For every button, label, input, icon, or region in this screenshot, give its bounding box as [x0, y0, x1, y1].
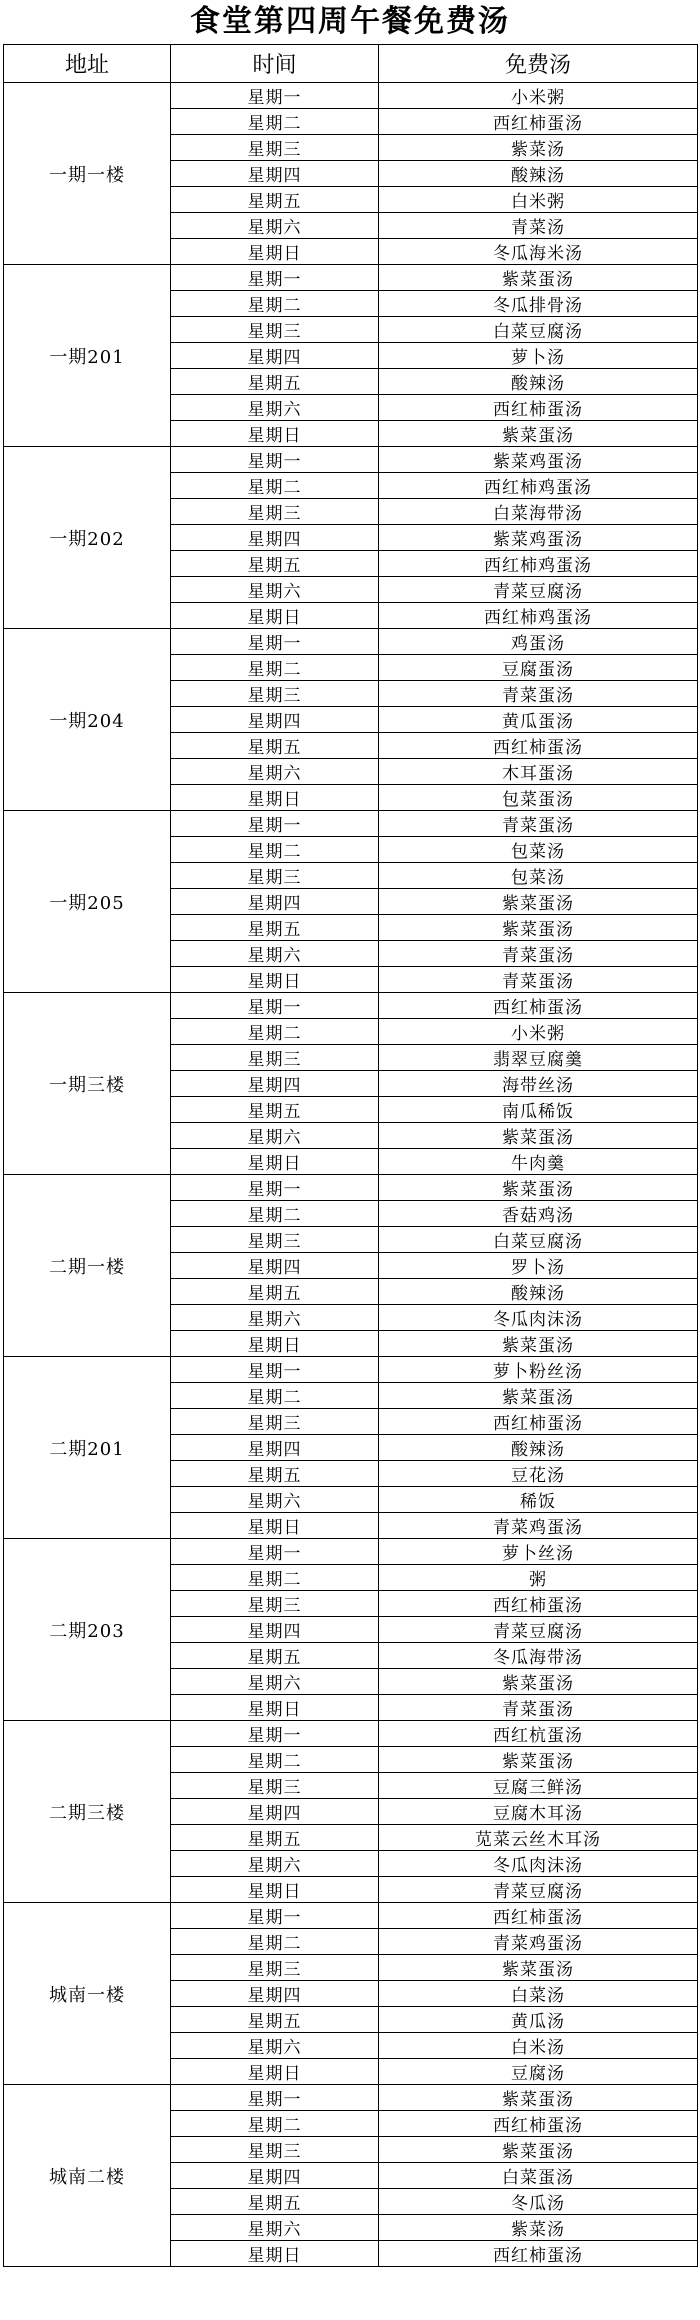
soup-cell: 青菜蛋汤 — [379, 681, 698, 707]
location-cell: 二期一楼 — [4, 1175, 171, 1357]
location-cell: 二期201 — [4, 1357, 171, 1539]
page-title: 食堂第四周午餐免费汤 — [190, 4, 510, 39]
soup-cell: 青菜豆腐汤 — [379, 577, 698, 603]
soup-cell: 紫菜蛋汤 — [379, 265, 698, 291]
soup-cell: 青菜蛋汤 — [379, 967, 698, 993]
header-day: 时间 — [171, 45, 379, 83]
soup-cell: 白菜豆腐汤 — [379, 1227, 698, 1253]
day-cell: 星期六 — [171, 395, 379, 421]
soup-cell: 白米粥 — [379, 187, 698, 213]
day-cell: 星期日 — [171, 1149, 379, 1175]
soup-cell: 冬瓜海带汤 — [379, 1643, 698, 1669]
soup-cell: 青菜鸡蛋汤 — [379, 1513, 698, 1539]
soup-cell: 冬瓜汤 — [379, 2189, 698, 2215]
day-cell: 星期五 — [171, 1097, 379, 1123]
soup-cell: 南瓜稀饭 — [379, 1097, 698, 1123]
day-cell: 星期三 — [171, 499, 379, 525]
day-cell: 星期六 — [171, 1305, 379, 1331]
day-cell: 星期日 — [171, 967, 379, 993]
table-row — [4, 629, 698, 655]
soup-cell: 紫菜汤 — [379, 2215, 698, 2241]
header-location: 地址 — [4, 45, 171, 83]
day-cell: 星期五 — [171, 1643, 379, 1669]
location-cell: 一期201 — [4, 265, 171, 447]
table-row — [4, 811, 698, 837]
soup-cell: 紫菜蛋汤 — [379, 1331, 698, 1357]
soup-cell: 苋菜云丝木耳汤 — [379, 1825, 698, 1851]
location-cell: 二期三楼 — [4, 1721, 171, 1903]
location-cell: 城南一楼 — [4, 1903, 171, 2085]
day-cell: 星期三 — [171, 1591, 379, 1617]
soup-cell: 鸡蛋汤 — [379, 629, 698, 655]
day-cell: 星期二 — [171, 1383, 379, 1409]
soup-cell: 冬瓜肉沫汤 — [379, 1305, 698, 1331]
day-cell: 星期日 — [171, 421, 379, 447]
day-cell: 星期二 — [171, 109, 379, 135]
day-cell: 星期六 — [171, 759, 379, 785]
day-cell: 星期三 — [171, 1227, 379, 1253]
soup-cell: 香菇鸡汤 — [379, 1201, 698, 1227]
soup-cell: 包菜汤 — [379, 863, 698, 889]
day-cell: 星期二 — [171, 837, 379, 863]
table-row — [4, 1721, 698, 1747]
soup-cell: 西红杭蛋汤 — [379, 1721, 698, 1747]
soup-cell: 西红柿蛋汤 — [379, 993, 698, 1019]
day-cell: 星期一 — [171, 1175, 379, 1201]
day-cell: 星期二 — [171, 2111, 379, 2137]
soup-cell: 紫菜蛋汤 — [379, 1123, 698, 1149]
soup-cell: 小米粥 — [379, 83, 698, 109]
day-cell: 星期三 — [171, 135, 379, 161]
soup-cell: 黄瓜汤 — [379, 2007, 698, 2033]
soup-cell: 豆腐木耳汤 — [379, 1799, 698, 1825]
soup-cell: 西红柿蛋汤 — [379, 1591, 698, 1617]
day-cell: 星期四 — [171, 1071, 379, 1097]
day-cell: 星期三 — [171, 1773, 379, 1799]
day-cell: 星期五 — [171, 551, 379, 577]
soup-cell: 西红柿蛋汤 — [379, 1903, 698, 1929]
soup-cell: 粥 — [379, 1565, 698, 1591]
soup-cell: 黄瓜蛋汤 — [379, 707, 698, 733]
soup-cell: 西红柿蛋汤 — [379, 109, 698, 135]
day-cell: 星期五 — [171, 1461, 379, 1487]
soup-cell: 豆腐三鲜汤 — [379, 1773, 698, 1799]
soup-cell: 紫菜汤 — [379, 135, 698, 161]
day-cell: 星期三 — [171, 681, 379, 707]
soup-cell: 紫菜蛋汤 — [379, 2137, 698, 2163]
header-row — [4, 45, 698, 83]
table-row — [4, 83, 698, 109]
soup-cell: 木耳蛋汤 — [379, 759, 698, 785]
table-row — [4, 447, 698, 473]
day-cell: 星期四 — [171, 707, 379, 733]
soup-cell: 豆腐蛋汤 — [379, 655, 698, 681]
day-cell: 星期三 — [171, 2137, 379, 2163]
soup-cell: 青菜蛋汤 — [379, 941, 698, 967]
location-cell: 一期202 — [4, 447, 171, 629]
day-cell: 星期一 — [171, 447, 379, 473]
soup-cell: 萝卜丝汤 — [379, 1539, 698, 1565]
soup-cell: 白米汤 — [379, 2033, 698, 2059]
table-row — [4, 1903, 698, 1929]
day-cell: 星期日 — [171, 603, 379, 629]
soup-cell: 酸辣汤 — [379, 161, 698, 187]
soup-cell: 西红柿蛋汤 — [379, 733, 698, 759]
soup-cell: 西红柿鸡蛋汤 — [379, 551, 698, 577]
soup-cell: 青菜汤 — [379, 213, 698, 239]
soup-cell: 海带丝汤 — [379, 1071, 698, 1097]
soup-cell: 西红柿蛋汤 — [379, 395, 698, 421]
table-row — [4, 265, 698, 291]
soup-cell: 青菜鸡蛋汤 — [379, 1929, 698, 1955]
table-row — [4, 993, 698, 1019]
soup-cell: 紫菜蛋汤 — [379, 1383, 698, 1409]
soup-cell: 紫菜蛋汤 — [379, 1955, 698, 1981]
day-cell: 星期六 — [171, 1123, 379, 1149]
soup-cell: 紫菜蛋汤 — [379, 915, 698, 941]
day-cell: 星期日 — [171, 2059, 379, 2085]
day-cell: 星期五 — [171, 1825, 379, 1851]
soup-cell: 萝卜粉丝汤 — [379, 1357, 698, 1383]
day-cell: 星期五 — [171, 369, 379, 395]
location-cell: 二期203 — [4, 1539, 171, 1721]
location-cell: 一期一楼 — [4, 83, 171, 265]
day-cell: 星期四 — [171, 1253, 379, 1279]
location-cell: 城南二楼 — [4, 2085, 171, 2267]
table-row — [4, 2085, 698, 2111]
day-cell: 星期四 — [171, 1617, 379, 1643]
soup-cell: 萝卜汤 — [379, 343, 698, 369]
soup-cell: 酸辣汤 — [379, 369, 698, 395]
table-row — [4, 1357, 698, 1383]
day-cell: 星期五 — [171, 915, 379, 941]
soup-cell: 西红柿蛋汤 — [379, 2241, 698, 2267]
soup-cell: 豆腐汤 — [379, 2059, 698, 2085]
soup-cell: 包菜蛋汤 — [379, 785, 698, 811]
day-cell: 星期日 — [171, 1695, 379, 1721]
day-cell: 星期二 — [171, 1019, 379, 1045]
day-cell: 星期二 — [171, 1565, 379, 1591]
table-row — [4, 1175, 698, 1201]
soup-cell: 酸辣汤 — [379, 1435, 698, 1461]
soup-cell: 紫菜蛋汤 — [379, 421, 698, 447]
day-cell: 星期二 — [171, 655, 379, 681]
day-cell: 星期三 — [171, 1955, 379, 1981]
soup-cell: 西红柿蛋汤 — [379, 2111, 698, 2137]
day-cell: 星期二 — [171, 1929, 379, 1955]
day-cell: 星期五 — [171, 733, 379, 759]
table-body — [4, 83, 698, 2267]
soup-cell: 小米粥 — [379, 1019, 698, 1045]
soup-cell: 青菜豆腐汤 — [379, 1877, 698, 1903]
day-cell: 星期日 — [171, 1513, 379, 1539]
day-cell: 星期一 — [171, 2085, 379, 2111]
soup-cell: 西红柿蛋汤 — [379, 1409, 698, 1435]
day-cell: 星期三 — [171, 863, 379, 889]
day-cell: 星期六 — [171, 213, 379, 239]
day-cell: 星期二 — [171, 1201, 379, 1227]
day-cell: 星期四 — [171, 1435, 379, 1461]
soup-cell: 冬瓜海米汤 — [379, 239, 698, 265]
soup-cell: 紫菜蛋汤 — [379, 1669, 698, 1695]
soup-cell: 冬瓜排骨汤 — [379, 291, 698, 317]
day-cell: 星期四 — [171, 1981, 379, 2007]
location-cell: 一期三楼 — [4, 993, 171, 1175]
soup-cell: 白菜汤 — [379, 1981, 698, 2007]
day-cell: 星期五 — [171, 2189, 379, 2215]
day-cell: 星期四 — [171, 2163, 379, 2189]
soup-cell: 紫菜蛋汤 — [379, 889, 698, 915]
day-cell: 星期六 — [171, 1487, 379, 1513]
day-cell: 星期日 — [171, 239, 379, 265]
day-cell: 星期一 — [171, 265, 379, 291]
day-cell: 星期六 — [171, 1669, 379, 1695]
day-cell: 星期一 — [171, 1903, 379, 1929]
day-cell: 星期二 — [171, 473, 379, 499]
table-row — [4, 1539, 698, 1565]
header-soup: 免费汤 — [379, 45, 698, 83]
soup-cell: 罗卜汤 — [379, 1253, 698, 1279]
day-cell: 星期三 — [171, 317, 379, 343]
soup-cell: 青菜蛋汤 — [379, 1695, 698, 1721]
day-cell: 星期一 — [171, 1721, 379, 1747]
day-cell: 星期三 — [171, 1409, 379, 1435]
day-cell: 星期五 — [171, 187, 379, 213]
soup-cell: 稀饭 — [379, 1487, 698, 1513]
day-cell: 星期六 — [171, 577, 379, 603]
day-cell: 星期四 — [171, 525, 379, 551]
soup-cell: 西红柿鸡蛋汤 — [379, 603, 698, 629]
day-cell: 星期二 — [171, 291, 379, 317]
day-cell: 星期日 — [171, 785, 379, 811]
soup-cell: 紫菜蛋汤 — [379, 1747, 698, 1773]
day-cell: 星期日 — [171, 1331, 379, 1357]
soup-cell: 牛肉羹 — [379, 1149, 698, 1175]
soup-cell: 西红柿鸡蛋汤 — [379, 473, 698, 499]
day-cell: 星期一 — [171, 1539, 379, 1565]
day-cell: 星期二 — [171, 1747, 379, 1773]
day-cell: 星期六 — [171, 1851, 379, 1877]
soup-cell: 翡翠豆腐羹 — [379, 1045, 698, 1071]
day-cell: 星期四 — [171, 1799, 379, 1825]
day-cell: 星期六 — [171, 2215, 379, 2241]
day-cell: 星期三 — [171, 1045, 379, 1071]
day-cell: 星期一 — [171, 811, 379, 837]
day-cell: 星期日 — [171, 2241, 379, 2267]
soup-cell: 紫菜鸡蛋汤 — [379, 525, 698, 551]
soup-cell: 白菜豆腐汤 — [379, 317, 698, 343]
day-cell: 星期一 — [171, 1357, 379, 1383]
day-cell: 星期五 — [171, 1279, 379, 1305]
location-cell: 一期205 — [4, 811, 171, 993]
day-cell: 星期五 — [171, 2007, 379, 2033]
soup-cell: 白菜蛋汤 — [379, 2163, 698, 2189]
day-cell: 星期六 — [171, 941, 379, 967]
day-cell: 星期四 — [171, 161, 379, 187]
day-cell: 星期一 — [171, 629, 379, 655]
soup-cell: 豆花汤 — [379, 1461, 698, 1487]
soup-cell: 紫菜鸡蛋汤 — [379, 447, 698, 473]
day-cell: 星期一 — [171, 83, 379, 109]
soup-cell: 冬瓜肉沫汤 — [379, 1851, 698, 1877]
day-cell: 星期一 — [171, 993, 379, 1019]
soup-cell: 青菜豆腐汤 — [379, 1617, 698, 1643]
soup-cell: 酸辣汤 — [379, 1279, 698, 1305]
day-cell: 星期日 — [171, 1877, 379, 1903]
location-cell: 一期204 — [4, 629, 171, 811]
soup-cell: 紫菜蛋汤 — [379, 1175, 698, 1201]
soup-cell: 紫菜蛋汤 — [379, 2085, 698, 2111]
soup-cell: 包菜汤 — [379, 837, 698, 863]
day-cell: 星期六 — [171, 2033, 379, 2059]
soup-cell: 青菜蛋汤 — [379, 811, 698, 837]
day-cell: 星期四 — [171, 343, 379, 369]
soup-schedule-table — [3, 44, 698, 2267]
day-cell: 星期四 — [171, 889, 379, 915]
soup-cell: 白菜海带汤 — [379, 499, 698, 525]
